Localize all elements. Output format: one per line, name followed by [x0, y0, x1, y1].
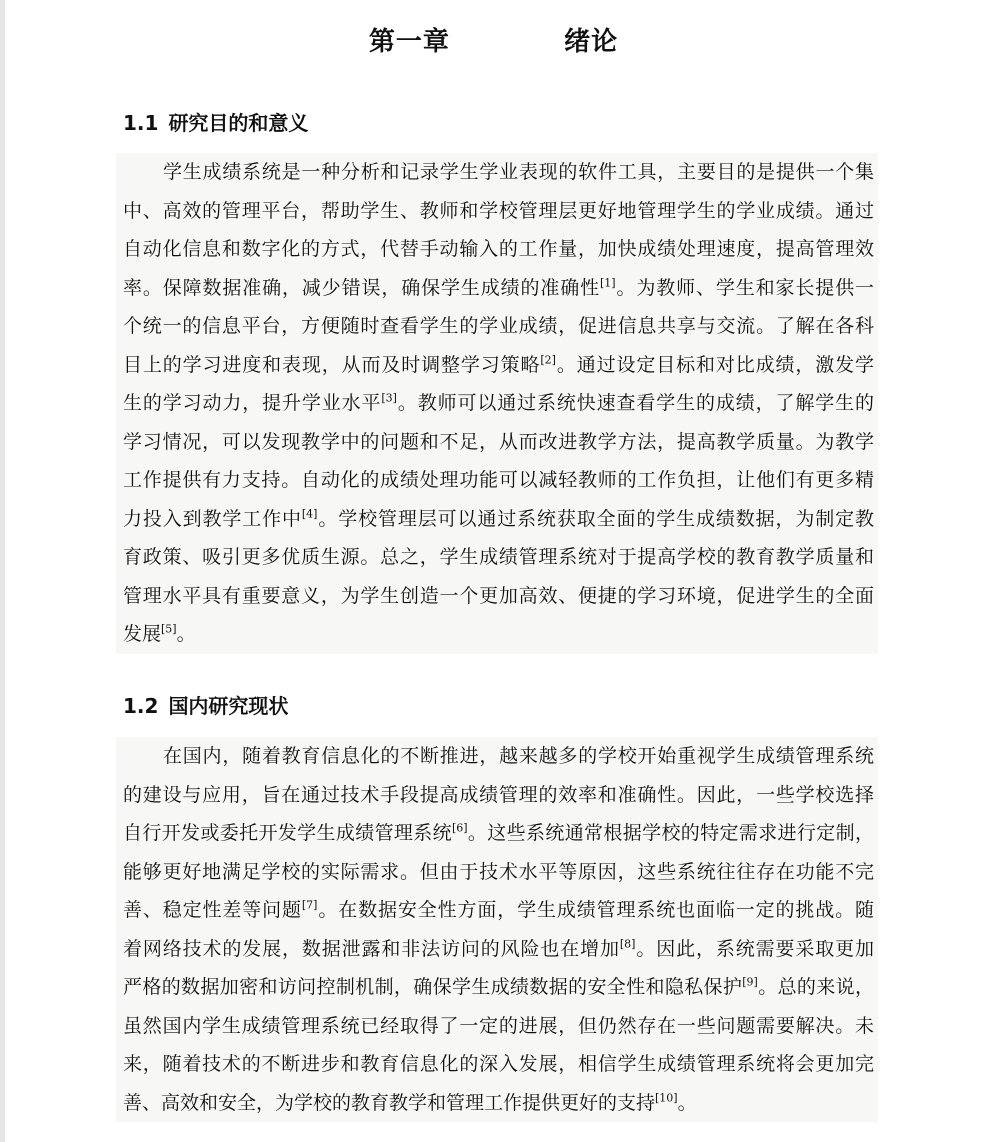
section-title: 国内研究现状 — [168, 694, 289, 718]
citation-marker: [5] — [161, 622, 177, 636]
paragraph-line — [123, 192, 874, 231]
paragraph-line — [123, 776, 874, 815]
paragraph-line — [123, 891, 874, 930]
paragraph-line — [123, 269, 874, 308]
paragraph-text: 。学校管理层可以通过系统获取全面的学生成绩数据，为制定教 — [317, 507, 874, 530]
paragraph-text: 的建设与应用，旨在通过技术手段提高成绩管理的效率和准确性。因此，一些学校选择 — [123, 783, 874, 806]
paragraph-text: 。教师可以通过系统快速查看学生的成绩，了解学生的 — [396, 392, 874, 414]
citation-marker: [3] — [381, 391, 397, 405]
paragraph-line — [123, 968, 874, 1007]
section-heading-1-1 — [123, 107, 308, 136]
paragraph-text: 生的学习动力，提升学业水平 — [123, 392, 382, 414]
paragraph-text: 自动化信息和数字化的方式，代替手动输入的工作量，加快成绩处理速度，提高管理效 — [123, 238, 874, 260]
paragraph-text: 管理水平具有重要意义，为学生创造一个更加高效、便捷的学习环境，促进学生的全面 — [123, 584, 874, 607]
paragraph-text: 率。保障数据准确，减少错误，确保学生成绩的准确性 — [123, 276, 601, 299]
paragraph-text: 目上的学习进度和表现，从而及时调整学习策略 — [123, 353, 541, 376]
section-1-1-paragraph — [116, 153, 878, 654]
section-number: 1.2 — [123, 694, 159, 718]
paragraph-line — [123, 346, 874, 385]
paragraph-line — [123, 615, 874, 654]
paragraph-line — [123, 930, 874, 969]
paragraph-line — [123, 538, 874, 577]
paragraph-text: 严格的数据加密和访问控制机制，确保学生成绩数据的安全性和隐私保护 — [123, 976, 743, 998]
section-title: 研究目的和意义 — [168, 111, 309, 135]
paragraph-text: 能够更好地满足学校的实际需求。但由于技术水平等原因，这些系统往往存在功能不完 — [123, 860, 874, 883]
paragraph-line — [123, 853, 874, 892]
paragraph-line — [123, 814, 874, 853]
paragraph-text: 善、稳定性差等问题 — [123, 899, 302, 921]
section-1-2-paragraph — [116, 737, 878, 1122]
paragraph-text: 。总的来说， — [757, 976, 874, 998]
citation-marker: [4] — [301, 507, 318, 521]
paragraph-line — [123, 1084, 874, 1123]
citation-marker: [1] — [600, 276, 616, 290]
paragraph-text: 个统一的信息平台，方便随时查看学生的学业成绩，促进信息共享与交流。了解在各科 — [123, 315, 874, 337]
paragraph-text: 善、高效和安全，为学校的教育教学和管理工作提供更好的支持 — [123, 1091, 656, 1114]
paragraph-text: 。为教师、学生和家长提供一 — [615, 276, 874, 299]
paragraph-text: 。 — [176, 623, 196, 645]
paragraph-text: 虽然国内学生成绩管理系统已经取得了一定的进展，但仍然存在一些问题需要解决。未 — [123, 1014, 874, 1037]
paragraph-text: 。通过设定目标和对比成绩，激发学 — [555, 353, 874, 376]
paragraph-line — [123, 423, 874, 462]
paragraph-text: 在国内，随着教育信息化的不断推进，越来越多的学校开始重视学生成绩管理系统 — [163, 745, 874, 767]
paragraph-line — [123, 737, 874, 776]
paragraph-text: 。在数据安全性方面，学生成绩管理系统也面临一定的挑战。随 — [317, 899, 874, 921]
paragraph-text: 中、高效的管理平台，帮助学生、教师和学校管理层更好地管理学生的学业成绩。通过 — [123, 199, 874, 222]
paragraph-line — [123, 1007, 874, 1046]
paragraph-text: 。因此，系统需要采取更加 — [635, 937, 874, 960]
citation-marker: [6] — [451, 821, 468, 835]
paragraph-line — [123, 384, 874, 423]
paragraph-line — [123, 461, 874, 500]
paragraph-line — [123, 500, 874, 539]
paragraph-line — [123, 577, 874, 616]
citation-marker: [10] — [655, 1091, 678, 1105]
paragraph-text: 着网络技术的发展，数据泄露和非法访问的风险也在增加 — [123, 937, 620, 960]
section-number: 1.1 — [123, 111, 159, 135]
paragraph-text: 学习情况，可以发现教学中的问题和不足，从而改进教学方法，提高教学质量。为教学 — [123, 430, 874, 453]
paragraph-text: 力投入到教学工作中 — [123, 507, 302, 530]
paragraph-text: 自行开发或委托开发学生成绩管理系统 — [123, 822, 452, 844]
paragraph-text: 。 — [677, 1091, 697, 1114]
section-heading-1-2 — [123, 690, 288, 719]
citation-marker: [7] — [301, 898, 318, 912]
chapter-title: 第一章 绪论 — [368, 27, 619, 58]
paragraph-text: 来，随着技术的不断进步和教育信息化的深入发展，相信学生成绩管理系统将会更加完 — [123, 1053, 874, 1075]
paragraph-text: 发展 — [123, 623, 162, 645]
paragraph-line — [123, 307, 874, 346]
paragraph-line — [123, 230, 874, 269]
paragraph-text: 学生成绩系统是一种分析和记录学生学业表现的软件工具，主要目的是提供一个集 — [163, 161, 874, 183]
citation-marker: [2] — [540, 353, 556, 367]
paragraph-text: 工作提供有力支持。自动化的成绩处理功能可以减轻教师的工作负担，让他们有更多精 — [123, 469, 874, 491]
paragraph-line — [123, 153, 874, 192]
citation-marker: [9] — [742, 975, 758, 989]
page-left-border — [0, 0, 5, 1142]
paragraph-text: 。这些系统通常根据学校的特定需求进行定制， — [467, 822, 874, 844]
citation-marker: [8] — [619, 937, 636, 951]
paragraph-line — [123, 1045, 874, 1084]
paragraph-text: 育政策、吸引更多优质生源。总之，学生成绩管理系统对于提高学校的教育教学质量和 — [123, 546, 874, 568]
